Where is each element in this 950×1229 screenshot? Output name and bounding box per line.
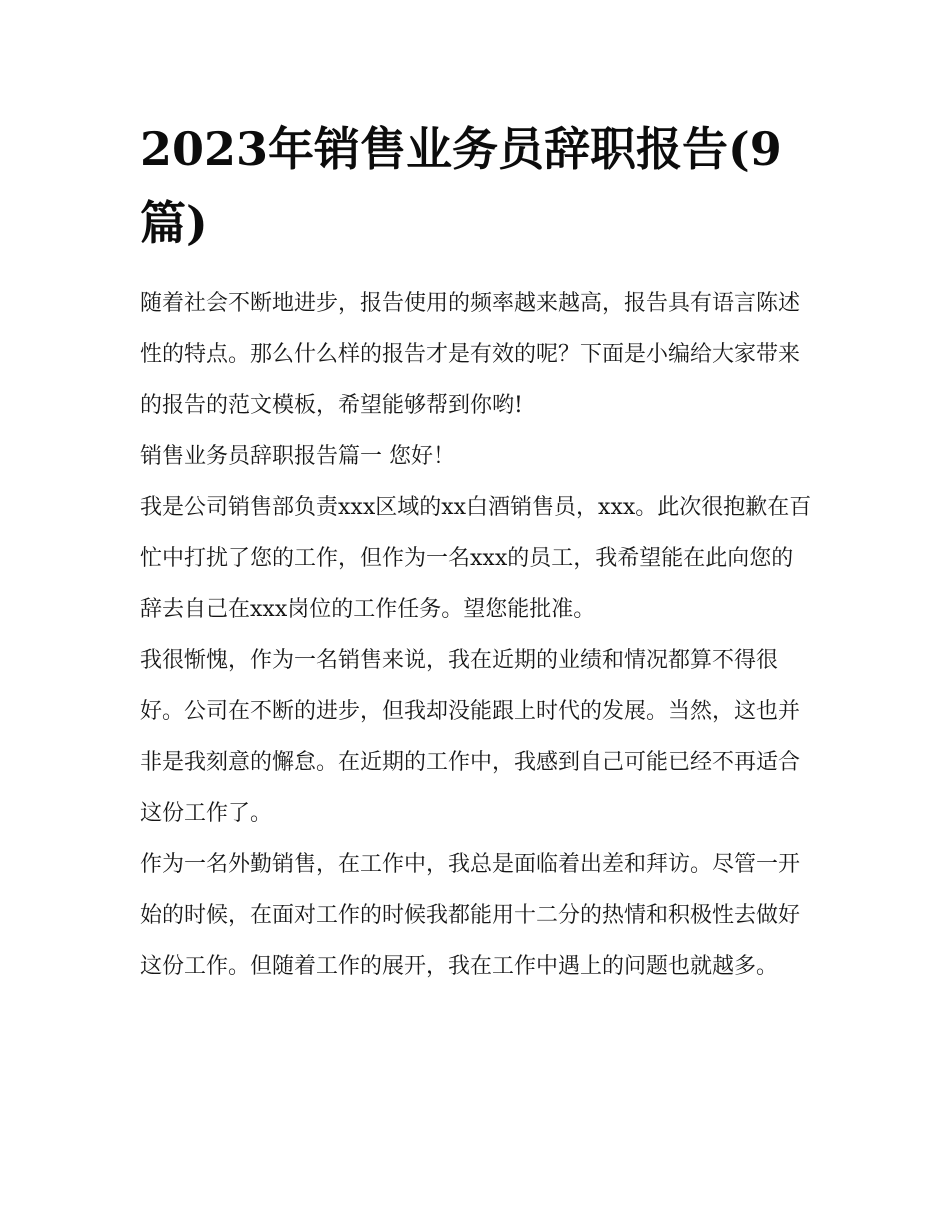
document-body <box>140 112 815 992</box>
section-heading-greeting: 销售业务员辞职报告篇一 您好！ <box>140 444 455 469</box>
body-paragraph: 作为一名外勤销售，在工作中，我总是面临着出差和拜访。尽管一开始的时候，在面对工作的时候我都能用十二分的热情和积极性去做好这份工作。但随着工作的展开，我在工作中遇上的问题也就越多。 <box>140 852 801 979</box>
body-paragraph: 我是公司销售部负责xxx区域的xx白酒销售员，xxx。此次很抱歉在百忙中打扰了您的工作，但作为一名xxx的员工，我希望能在此向您的辞去自己在xxx岗位的工作任务。望您能批准。 <box>140 495 812 622</box>
document-title: 2023年销售业务员辞职报告(9篇) <box>140 122 782 250</box>
intro-paragraph: 随着社会不断地进步，报告使用的频率越来越高，报告具有语言陈述性的特点。那么什么样的报告才是有效的呢？下面是小编给大家带来的报告的范文模板，希望能够帮到你哟! <box>140 291 801 418</box>
body-paragraph: 我很惭愧，作为一名销售来说，我在近期的业绩和情况都算不得很好。公司在不断的进步，但我却没能跟上时代的发展。当然，这也并非是我刻意的懈怠。在近期的工作中，我感到自己可能已经不再适合这份工作了。 <box>140 648 801 826</box>
